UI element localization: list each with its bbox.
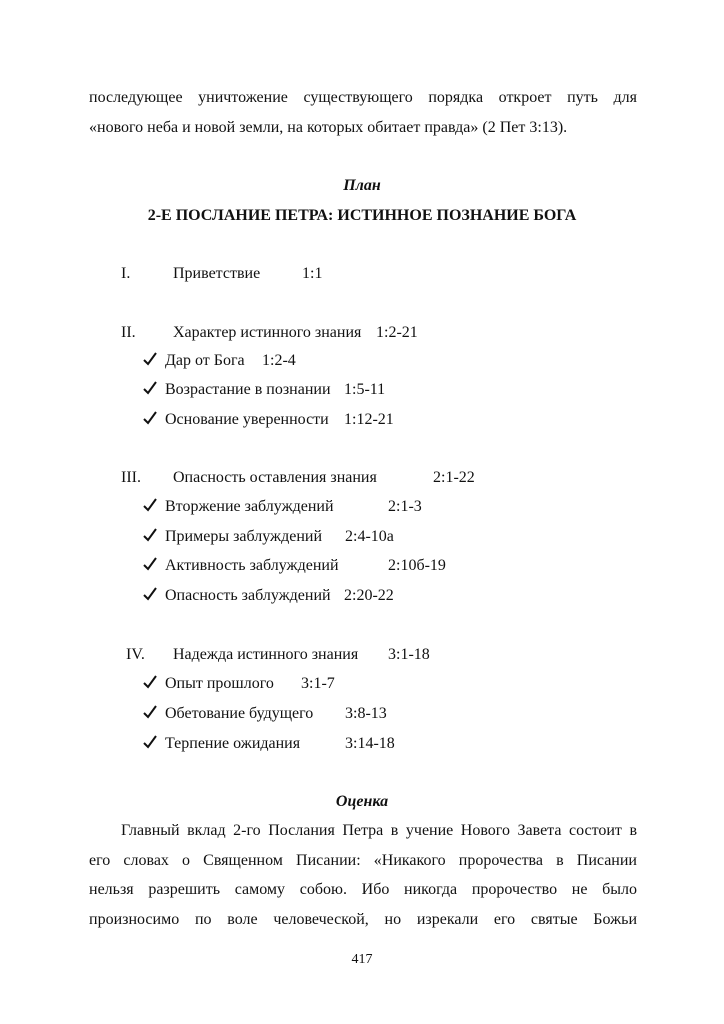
item-2-1-ref: 1:2-4	[262, 352, 296, 369]
section-4-numeral: IV.	[126, 646, 145, 663]
item-2-3-label: Основание уверенности	[165, 411, 329, 428]
evaluation-line-2: его словах о Священном Писании: «Никакого пророчества в Писании	[89, 852, 637, 869]
checkmark-icon	[143, 351, 157, 371]
item-2-2-label: Возрастание в познании	[165, 381, 331, 398]
section-4-label: Надежда истинного знания	[173, 646, 359, 663]
item-3-4-ref: 2:20-22	[344, 587, 394, 604]
item-3-2-label: Примеры заблуждений	[165, 528, 323, 545]
checkmark-icon	[143, 497, 157, 517]
item-4-2-ref: 3:8-13	[345, 705, 387, 722]
section-4-ref: 3:1-18	[388, 646, 430, 663]
intro-line-1: последующее уничтожение существующего порядка откроет путь для	[89, 89, 637, 106]
section-2-numeral: II.	[121, 324, 136, 341]
section-3-label: Опасность оставления знания	[173, 469, 377, 486]
section-2-ref: 1:2-21	[376, 324, 418, 341]
item-3-3-ref: 2:10б-19	[388, 557, 446, 574]
section-3-ref: 2:1-22	[433, 469, 475, 486]
checkmark-icon	[143, 527, 157, 547]
section-2-label: Характер истинного знания	[173, 324, 362, 341]
section-1-numeral: I.	[121, 265, 131, 282]
item-3-1-label: Вторжение заблуждений	[165, 498, 334, 515]
item-2-2-ref: 1:5-11	[344, 381, 386, 398]
item-3-4-label: Опасность заблуждений	[165, 587, 331, 604]
item-4-3-label: Терпение ожидания	[165, 735, 301, 752]
item-4-3-ref: 3:14-18	[345, 735, 395, 752]
intro-line-2: «нового неба и новой земли, на которых обитает правда» (2 Пет 3:13).	[89, 119, 568, 136]
checkmark-icon	[143, 586, 157, 606]
section-1-label: Приветствие	[173, 265, 261, 282]
item-2-3-ref: 1:12-21	[344, 411, 394, 428]
plan-title: 2-Е ПОСЛАНИЕ ПЕТРА: ИСТИННОЕ ПОЗНАНИЕ БОГА	[147, 207, 577, 224]
page-number: 417	[351, 952, 373, 967]
evaluation-heading: Оценка	[335, 793, 389, 810]
checkmark-icon	[143, 556, 157, 576]
checkmark-icon	[143, 380, 157, 400]
plan-heading: План	[343, 177, 381, 194]
checkmark-icon	[143, 734, 157, 754]
section-1-ref: 1:1	[302, 265, 323, 282]
checkmark-icon	[143, 704, 157, 724]
item-3-2-ref: 2:4-10а	[345, 528, 394, 545]
item-3-3-label: Активность заблуждений	[165, 557, 339, 574]
item-3-1-ref: 2:1-3	[388, 498, 422, 515]
checkmark-icon	[143, 674, 157, 694]
evaluation-line-1: Главный вклад 2-го Послания Петра в учение Нового Завета состоит в	[121, 822, 637, 839]
section-3-numeral: III.	[121, 469, 141, 486]
item-2-1-label: Дар от Бога	[165, 352, 245, 369]
item-4-1-ref: 3:1-7	[301, 675, 335, 692]
item-4-1-label: Опыт прошлого	[165, 675, 274, 692]
item-4-2-label: Обетование будущего	[165, 705, 314, 722]
checkmark-icon	[143, 410, 157, 430]
evaluation-line-4: произносимо по воле человеческой, но изрекали его святые Божьи	[89, 911, 637, 928]
evaluation-line-3: нельзя разрешить самому собою. Ибо никогда пророчество не было	[89, 881, 637, 898]
